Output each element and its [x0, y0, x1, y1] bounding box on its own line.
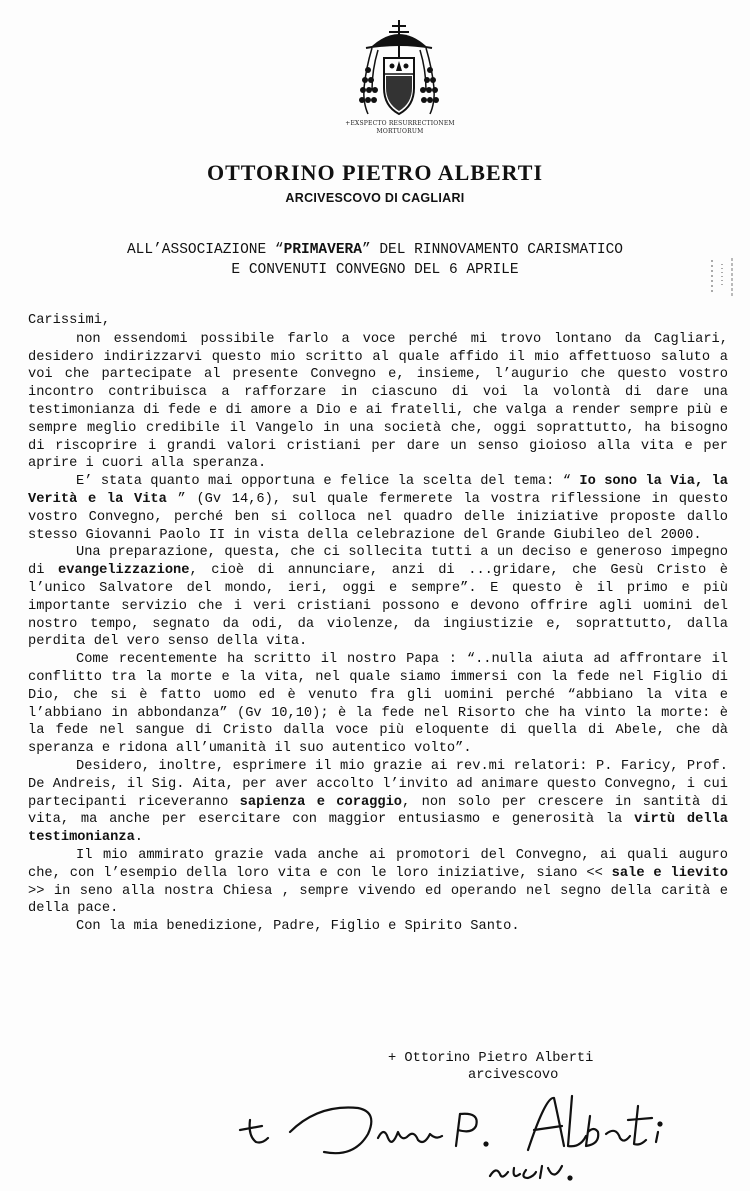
salt-leaven-words: sale e lievito: [611, 865, 729, 881]
paragraph-6: [28, 847, 728, 918]
evangelization-word: evangelizzazione: [58, 563, 190, 579]
wisdom-courage-words: sapienza e coraggio: [239, 794, 403, 810]
archbishop-name: OTTORINO PIETRO ALBERTI: [206, 160, 544, 185]
closing-name: + Ottorino Pietro Alberti: [388, 1051, 594, 1066]
address-line-1: [0, 242, 750, 258]
virtue-testimony-words: virtù della testimonianza: [28, 812, 728, 846]
archbishop-title: ARCIVESCOVO DI CAGLIARI: [285, 191, 465, 205]
archbishop-coat-of-arms-icon: [356, 18, 442, 134]
address-suffix: ” DEL RINNOVAMENTO CARISMATICO: [361, 242, 623, 258]
paragraph-7: Con la mia benedizione, Padre, Figlio e Spirito Santo.: [76, 919, 520, 935]
paragraph-5: [28, 758, 728, 847]
coat-of-arms-motto: +EXSPECTO RESURRECTIONEM MORTUORUM: [345, 120, 455, 135]
letter-body: [28, 312, 728, 936]
paragraph-5-text: Desidero, inoltre, esprimere il mio grazie ai rev.mi relatori: P. Faricy, Prof. De Andreis, il Sig. Aita, per aver accolto l’invito ad animare questo Convegno, i cui partecipanti riceveranno: [28, 758, 728, 810]
closing-title: arcivescovo: [468, 1068, 559, 1083]
address-prefix: ALL’ASSOCIAZIONE “: [126, 242, 284, 258]
paragraph-3-text: Una preparazione, questa, che ci sollecita tutti a un deciso e generoso impegno di: [28, 545, 728, 579]
paragraph-5-text: , non solo per crescere in santità di vita, ma anche per esercitare con maggior entusiasmo e generosità la: [28, 794, 728, 828]
address-line-2: E CONVENUTI CONVEGNO DEL 6 APRILE: [231, 262, 519, 278]
association-name: PRIMAVERA: [283, 242, 362, 258]
paragraph-5-text: .: [134, 830, 143, 846]
handwritten-signature: [228, 1086, 688, 1186]
scan-edge-mark: [708, 258, 738, 298]
paragraph-2-text: E’ stata quanto mai opportuna e felice la scelta del tema: “: [76, 474, 580, 490]
paragraph-3: [28, 544, 728, 651]
paragraph-1: non essendomi possibile farlo a voce perché mi trovo lontano da Cagliari, desidero indirizzarvi questo mio scritto al quale affido il mio affettuoso saluto a voi che partecipate al presente Convegno e, insieme, l’augurio che questo vostro incontro contribuisca a rafforzare in ciascuno di voi la volontà di dare una testimonianza di fede e di amore a Dio e ai fratelli, che valga a render sempre più e sempre meglio credibile il Vangelo in una società che, oggi soprattutto, ha bisogno di riscoprire i grandi valori cristiani per dare un senso gioioso alla vita e per aprire i cuori alla speranza.: [28, 331, 728, 472]
paragraph-2: [28, 473, 728, 544]
paragraph-4: Come recentemente ha scritto il nostro Papa : “..nulla aiuta ad affrontare il conflitto tra la morte e la vita, nel quale siamo immersi con la fede nel Figlio di Dio, che si è fatto uomo ed è venuto fra gli uomini perché “abbiano la vita e l’abbiano in abbondanza” (Gv 10,10); è la fede nel Risorto che ha vinto la morte: è la fede nel sangue di Cristo dalla voce più eloquente di quella di Abele, che dà speranza e ridona all’umanità il suo autentico volto”.: [28, 652, 728, 757]
paragraph-6-text: Il mio ammirato grazie vada anche ai promotori del Convegno, ai quali auguro che, con l’esempio della loro vita e con le loro iniziative, siano <<: [28, 847, 728, 881]
paragraph-6-text: >> in seno alla nostra Chiesa , sempre vivendo ed operando nel segno della carità e della pace.: [28, 883, 728, 917]
paragraph-3-text: , cioè di annunciare, anzi di ...gridare, che Gesù Cristo è l’unico Salvatore del mondo, ieri, oggi e sempre”. E questo è il primo e più importante servizio che i veri cristiani possono e devono offrire agli uomini del nostro tempo, segnato da odi, da violenze, da ingiustizie e, soprattutto, dalla perdita del vero senso della vita.: [28, 563, 728, 650]
paragraph-2-text: ” (Gv 14,6), sul quale fermerete la vostra riflessione in questo vostro Convegno, perché ben si colloca nel quadro delle iniziative proposte dallo stesso Giovanni Paolo II in vista della celebrazione del Grande Giubileo del 2000.: [28, 491, 729, 543]
salutation: Carissimi,: [28, 313, 111, 328]
theme-quote: Io sono la Via, la Verità e la Vita: [28, 474, 728, 507]
